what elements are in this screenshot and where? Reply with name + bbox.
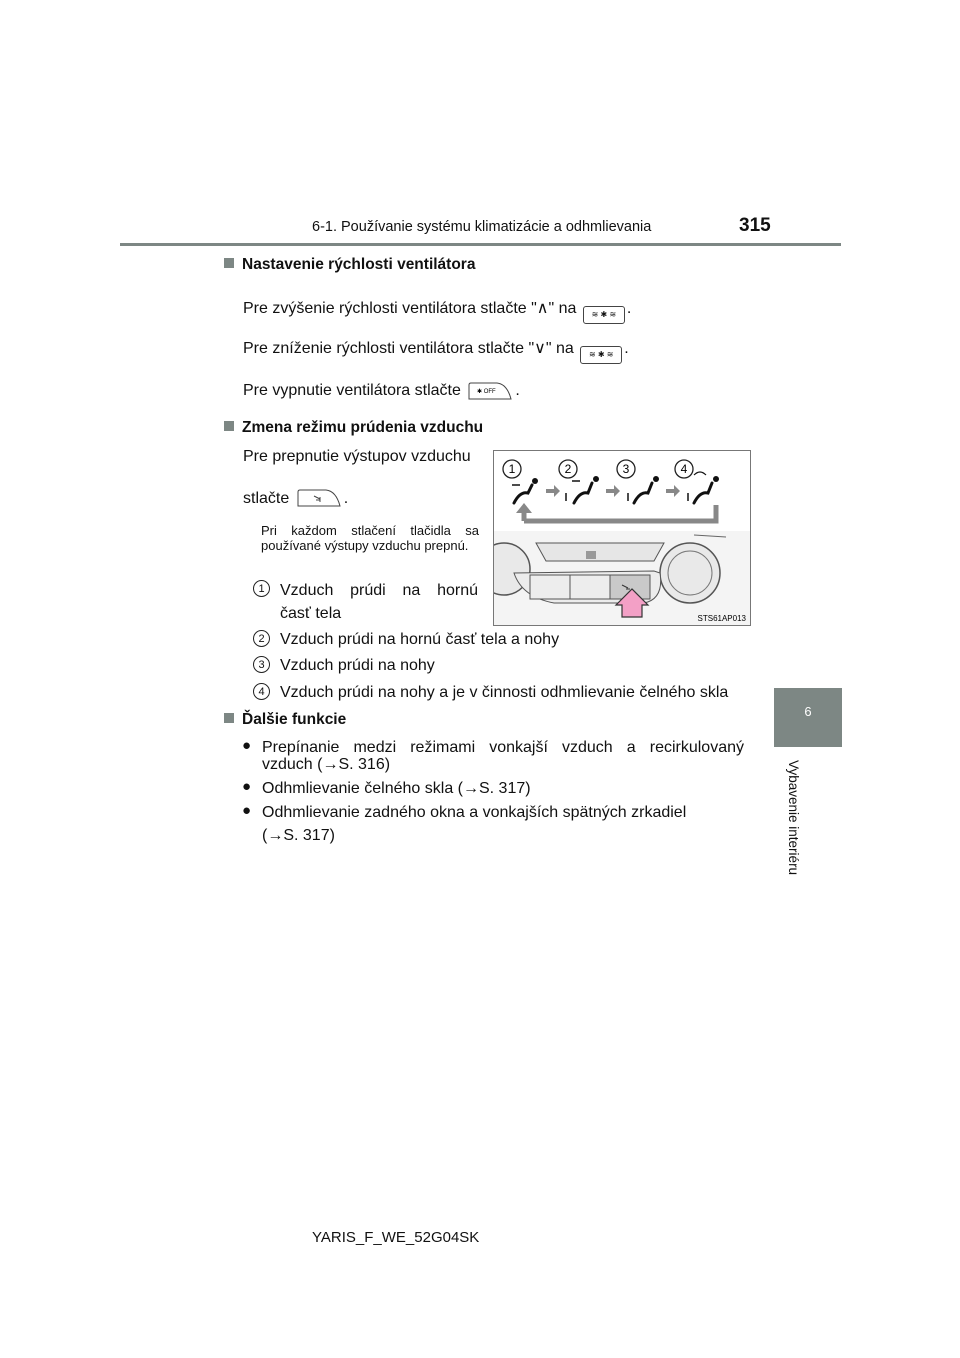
bullet-1-line1: Prepínanie medzi režimami vonkajší vzduch a recirkulovaný — [262, 739, 744, 756]
diagram-label-3: 3 — [622, 462, 630, 476]
fan-speed-button-icon: ≋ ✱ ≋ — [583, 306, 625, 324]
chapter-label-text: Vybavenie interiéru — [786, 760, 801, 876]
item-number-2: 2 — [253, 629, 270, 647]
diagram-label-2: 2 — [564, 462, 572, 476]
svg-text:✱ OFF: ✱ OFF — [477, 389, 497, 395]
fan-increase-text: Pre zvýšenie rýchlosti ventilátora stlačte "∧" na ≋ ✱ ≋ . — [243, 298, 631, 324]
section-heading-fan-speed: Nastavenie rýchlosti ventilátora — [224, 256, 475, 274]
square-bullet-icon — [224, 258, 234, 268]
fan-decrease-text: Pre zníženie rýchlosti ventilátora stlačte "∨" na ≋ ✱ ≋ . — [243, 338, 629, 364]
item-text-2: Vzduch prúdi na hornú časť tela a nohy — [280, 631, 560, 648]
airflow-diagram — [493, 450, 751, 626]
bullet-3-line1: Odhmlievanie zadného okna a vonkajších spätných zrkadiel — [262, 804, 687, 821]
fan-off-text: Pre vypnutie ventilátora stlačte ✱ OFF . — [243, 382, 520, 399]
head-1 — [532, 478, 538, 484]
bullet-dot-icon: ● — [242, 778, 252, 795]
diagram-label-4: 4 — [680, 462, 688, 476]
page-number: 315 — [739, 215, 771, 236]
head-4 — [713, 476, 719, 482]
document-code: YARIS_F_WE_52G04SK — [312, 1229, 480, 1246]
chapter-number: 6 — [804, 704, 812, 719]
indicator-square — [586, 551, 596, 559]
fan-off-button-icon — [467, 381, 513, 401]
square-bullet-icon — [224, 713, 234, 723]
chapter-label — [786, 760, 815, 890]
item-number-3: 3 — [253, 655, 270, 673]
header-divider — [120, 243, 841, 246]
figure-code: STS61AP013 — [697, 614, 746, 623]
head-3 — [653, 476, 659, 482]
bullet-3-line2: (→S. 317) — [262, 827, 335, 844]
running-header: 6-1. Používanie systému klimatizácie a odhmlievania — [312, 219, 652, 235]
item-text-1b: časť tela — [280, 605, 342, 622]
head-2 — [593, 476, 599, 482]
diagram-label-1: 1 — [508, 462, 516, 476]
panel-button-2 — [570, 575, 610, 599]
fan-speed-button-icon: ≋ ✱ ≋ — [580, 346, 622, 364]
airflow-press-line2: stlačte . — [243, 485, 348, 511]
section-heading-other: Ďalšie funkcie — [224, 711, 346, 729]
bullet-2-line1: Odhmlievanie čelného skla (→S. 317) — [262, 780, 531, 797]
temperature-dial — [660, 543, 720, 603]
item-number-1: 1 — [253, 579, 270, 597]
panel-button-1 — [530, 575, 570, 599]
vent-slot — [536, 543, 664, 561]
airflow-mode-button-icon — [296, 485, 342, 511]
item-text-4: Vzduch prúdi na nohy a je v činnosti odhmlievanie čelného skla — [280, 684, 729, 701]
item-text-1a: Vzduch prúdi na hornú — [280, 582, 478, 599]
section-heading-airflow: Zmena režimu prúdenia vzduchu — [224, 419, 483, 437]
bullet-1-line2: vzduch (→S. 316) — [262, 756, 391, 773]
item-text-3: Vzduch prúdi na nohy — [280, 657, 435, 674]
bullet-dot-icon: ● — [242, 802, 252, 819]
airflow-diagram-svg — [494, 451, 750, 625]
airflow-note: Pri každom stlačení tlačidla sa používané výstupy vzduchu prepnú. — [261, 523, 479, 553]
square-bullet-icon — [224, 421, 234, 431]
bullet-dot-icon: ● — [242, 737, 252, 754]
airflow-press-line1: Pre prepnutie výstupov vzduchu — [243, 448, 471, 465]
item-number-4: 4 — [253, 682, 270, 700]
